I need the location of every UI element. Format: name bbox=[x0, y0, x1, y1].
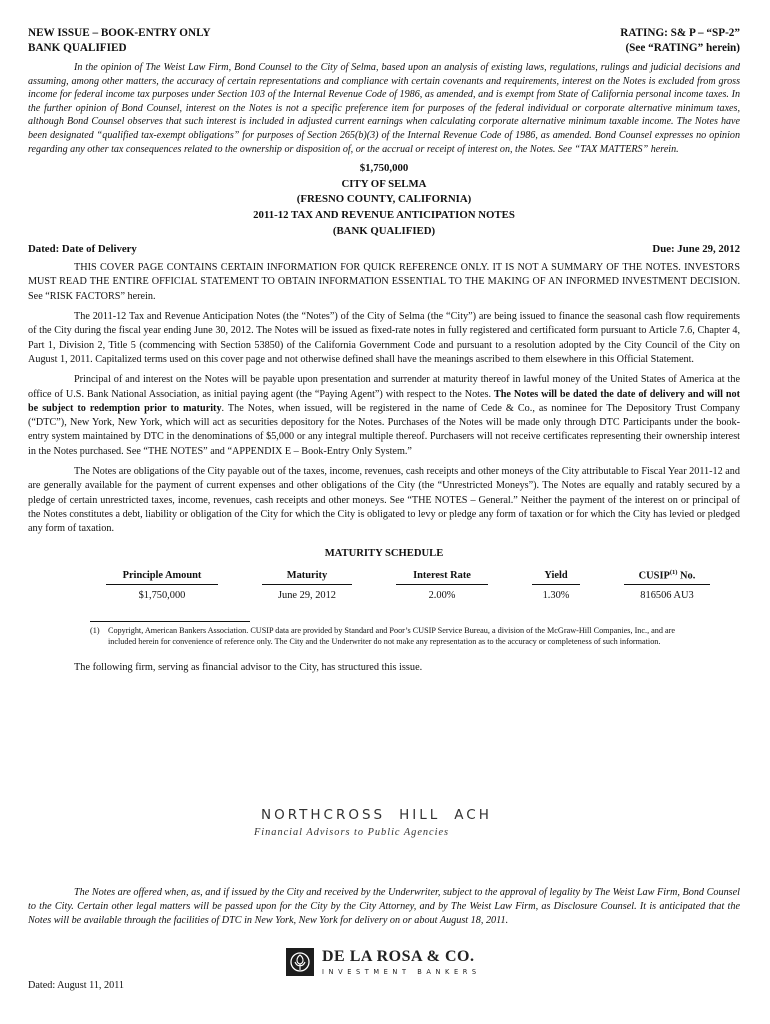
dated-date: Dated: Date of Delivery bbox=[28, 243, 137, 256]
de-la-rosa-logo bbox=[286, 948, 481, 976]
logo-word-3: ACH bbox=[454, 807, 492, 823]
footer-date: Dated: August 11, 2011 bbox=[28, 980, 125, 991]
logo-word-2: HILL bbox=[399, 807, 441, 823]
cusip-label: CUSIP bbox=[638, 570, 670, 582]
issue-type bbox=[28, 26, 211, 55]
col-interest-rate: Interest Rate bbox=[396, 569, 488, 584]
payment-text-b: . The Notes, when issued, will be registered in the name of Cede & Co., as nominee for The Depository Trust Company (“DTC”), New York, New York, which will act as securities depository for the Notes. Purchases of the Notes will be made only through DTC Participants under the book-entry system maintained by DTC in the denominations of $5,000 or any integral multiple thereof. Purchasers will not receive certificates representing their ownership interest in the Notes purchased. See “THE NOTES” and “APPENDIX E – Book-Entry Only System.” bbox=[28, 402, 740, 457]
logo-word-1: NORTHCROSS bbox=[261, 807, 386, 823]
cell-cusip: 816506 AU3 bbox=[640, 589, 694, 601]
footnote-number: (1) bbox=[90, 625, 100, 635]
footnote bbox=[90, 625, 680, 647]
maturity-heading: MATURITY SCHEDULE bbox=[324, 548, 444, 560]
table-header-row bbox=[106, 569, 710, 584]
rose-icon bbox=[286, 948, 314, 976]
cell-yield: 1.30% bbox=[542, 589, 570, 601]
amount: $1,750,000 bbox=[359, 162, 409, 175]
northcross-hill-ach-logo bbox=[254, 806, 492, 838]
col-yield: Yield bbox=[532, 569, 580, 584]
table-row bbox=[106, 584, 710, 601]
advisor-logo-wordmark bbox=[254, 806, 492, 824]
rating bbox=[620, 26, 740, 55]
rating-line-2: (See “RATING” herein) bbox=[625, 41, 740, 54]
footnote-rule bbox=[90, 621, 250, 622]
cell-principal: $1,750,000 bbox=[138, 589, 186, 601]
cover-notice: THIS COVER PAGE CONTAINS CERTAIN INFORMATION FOR QUICK REFERENCE ONLY. IT IS NOT A SUMMARY OF THE NOTES. INVESTORS MUST READ THE ENTIRE OFFICIAL STATEMENT TO OBTAIN INFORMATION ESSENTIAL TO THE MAKING OF AN INFORMED INVESTMENT DECISION. See “RISK FACTORS” herein. bbox=[28, 262, 740, 302]
issue-line-1: NEW ISSUE – BOOK-ENTRY ONLY bbox=[28, 27, 211, 39]
rating-line-1: RATING: S& P – “SP-2” bbox=[620, 27, 740, 39]
advisor-line: The following firm, serving as financial advisor to the City, has structured this issue. bbox=[74, 662, 423, 674]
paragraph-issuance: The 2011-12 Tax and Revenue Anticipation Notes (the “Notes”) of the City of Selma (the “City”) are being issued to finance the seasonal cash flow requirements of the City during the fiscal year ending June 30, 2012. The Notes will be issued as fixed-rate notes in fully registered and certificated form pursuant to Article 7.6, Chapter 4, Part 1, Division 2, Title 5 (commencing with Section 53850) of the California Government Code and pursuant to a resolution adopted by the City Council of the City on August 1, 2011. Capitalized terms used on this cover page and not otherwise defined shall have the meanings ascribed to them elsewhere in this Official Statement. bbox=[28, 311, 740, 365]
underwriter-tagline: INVESTMENT BANKERS bbox=[322, 968, 481, 976]
header bbox=[28, 26, 740, 55]
payment-text-a: Principal of and interest on the Notes will be payable upon presentation and surrender at maturity thereof in lawful money of the United States of America at the office of U.S. Bank National Association, as initial paying agent (the “Paying Agent”) with respect to the Notes. bbox=[28, 374, 740, 400]
closing-paragraph: The Notes are offered when, as, and if issued by the City and received by the Underwriter, subject to the approval of legality by The Weist Law Firm, Bond Counsel to the City. Certain other legal matters will be passed upon for the City by the City Attorney, and by The Weist Law Firm, as Disclosure Counsel. It is anticipated that the Notes will be available through the facilities of DTC in New York, New York for delivery on or about August 18, 2011. bbox=[28, 887, 740, 926]
cusip-footnote-ref: (1) bbox=[669, 569, 678, 577]
underwriter-name: DE LA ROSA & CO. bbox=[322, 948, 475, 965]
paragraph-security: The Notes are obligations of the City payable out of the taxes, income, revenues, cash receipts and other moneys of the City attributable to Fiscal Year 2011-12 and are generally available for the payment of current expenses and other obligations of the City (the “Unrestricted Moneys”). The Notes are equally and ratably secured by a pledge of certain unrestricted taxes, income, revenues, cash receipts and other moneys. See “THE NOTES – General.” Neither the payment of the interest on or principal of the Notes constitutes a debt, liability or obligation of the City for which the City is obligated to levy or pledge any form of taxation or for which the City has levied or pledged any form of taxation. bbox=[28, 465, 740, 535]
bond-counsel-opinion: In the opinion of The Weist Law Firm, Bond Counsel to the City of Selma, based upon an analysis of existing laws, regulations, rulings and judicial decisions and assuming, among other matters, the accuracy of certain representations and compliance with certain covenants and requirements, interest on the Notes is excluded from gross income for federal income tax purposes under Section 103 of the Internal Revenue Code of 1986, as amended, and is exempt from State of California personal income taxes. In the further opinion of Bond Counsel, interest on the Notes is not a specific preference item for purposes of the federal individual or corporate alternative minimum taxes, although Bond Counsel observes that such interest is included in adjusted current earnings when calculating corporate alternative minimum taxable income. The Notes have been designated “qualified tax-exempt obligations” for purposes of Section 265(b)(3) of the Internal Revenue Code of 1986, as amended. Bond Counsel expresses no opinion regarding any other tax consequences related to the ownership or disposition of, or the accrual or receipt of interest on, the Notes. See “TAX MATTERS” herein. bbox=[28, 62, 740, 155]
due-date: Due: June 29, 2012 bbox=[652, 243, 740, 256]
col-cusip bbox=[624, 569, 710, 584]
col-maturity: Maturity bbox=[262, 569, 352, 584]
bank-qualified: (BANK QUALIFIED) bbox=[332, 224, 436, 237]
payment-text-bold: The Notes will be dated the date of delivery and will not be subject to redemption prior to maturity bbox=[28, 388, 741, 414]
advisor-logo-tagline: Financial Advisors to Public Agencies bbox=[254, 827, 450, 838]
city-name: CITY OF SELMA bbox=[341, 177, 427, 190]
document-page bbox=[28, 26, 740, 673]
cell-maturity: June 29, 2012 bbox=[277, 589, 336, 601]
issue-line-2: BANK QUALIFIED bbox=[28, 41, 127, 54]
maturity-table bbox=[106, 569, 710, 600]
notes-title: 2011-12 TAX AND REVENUE ANTICIPATION NOTES bbox=[253, 208, 515, 221]
cusip-no-label: No. bbox=[680, 570, 696, 582]
dated-due-line bbox=[28, 243, 740, 255]
footnote-text: Copyright, American Bankers Association. CUSIP data are provided by Standard and Poor’s CUSIP Service Bureau, a division of the McGraw-Hill Companies, Inc., and are included herein for convenience of reference only. The City and the Underwriter do not make any representation as to the accuracy or completeness of such information. bbox=[108, 625, 676, 647]
county-name: (FRESNO COUNTY, CALIFORNIA) bbox=[296, 193, 472, 206]
title-block bbox=[28, 161, 740, 239]
paragraph-payment bbox=[28, 373, 740, 459]
col-principal: Principle Amount bbox=[106, 569, 218, 584]
cell-interest-rate: 2.00% bbox=[428, 589, 456, 601]
